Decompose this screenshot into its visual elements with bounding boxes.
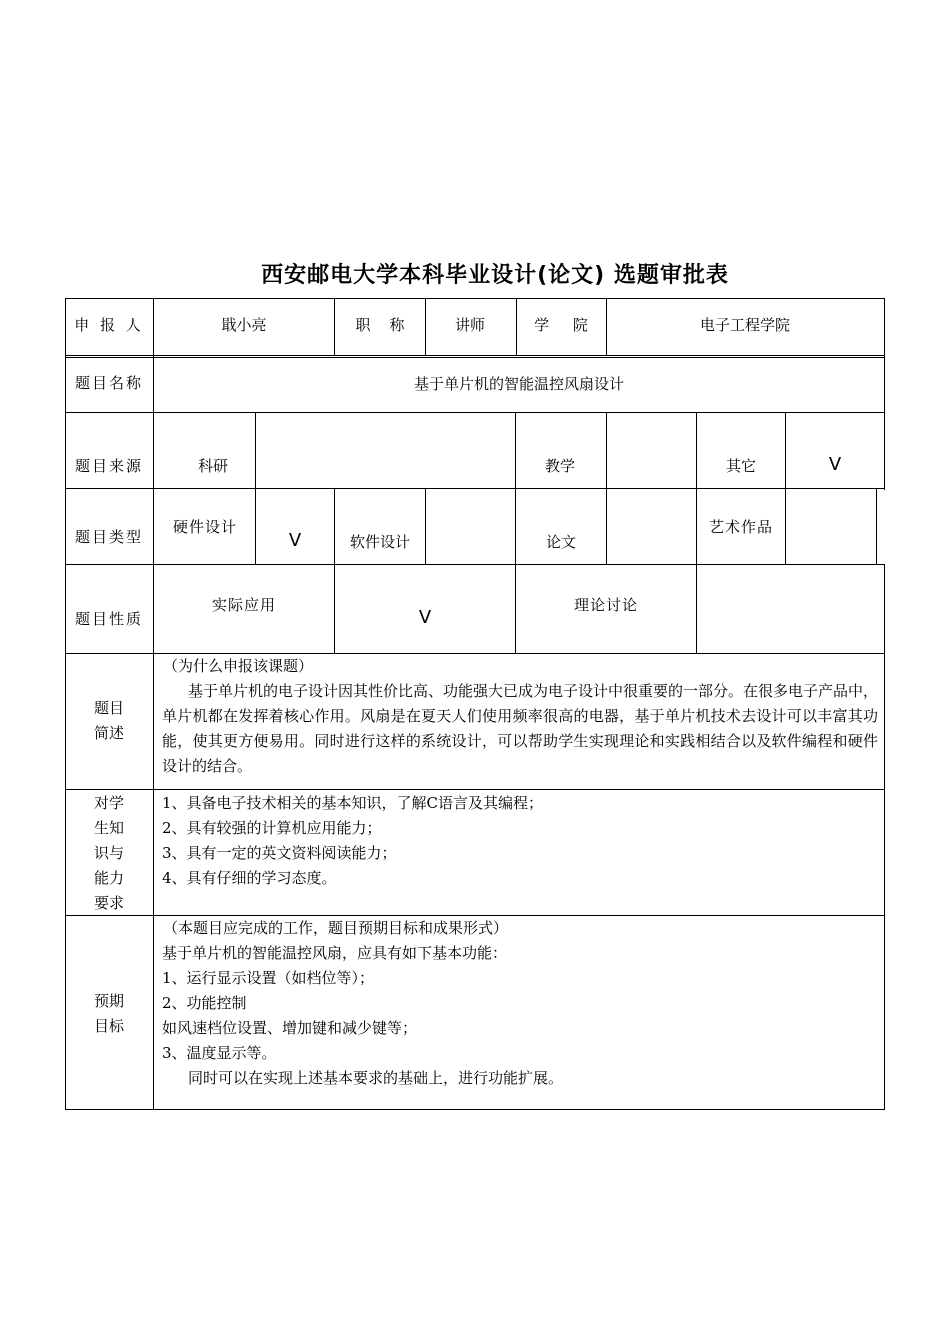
type-option-art: 艺术作品 [708,518,774,536]
cell-divider [696,412,697,488]
table-border-left [65,298,66,1110]
topic-type-label: 题目类型 [74,528,144,546]
type-option-hardware: 硬件设计 [172,518,238,536]
type-option-software: 软件设计 [349,533,411,551]
summary-label-line-1: 题目 [93,699,125,717]
approval-form-table [65,298,886,1110]
row-divider [65,488,885,489]
goals-label-line-2: 目标 [93,1017,125,1035]
table-border-right [876,488,877,564]
nature-option-theory: 理论讨论 [573,596,639,614]
cell-divider [334,564,335,653]
table-border-right [884,564,885,1110]
cell-divider [255,488,256,564]
requirement-item: 2、具有较强的计算机应用能力； [162,819,382,837]
goal-line: 1、运行显示设置（如档位等）； [162,969,375,987]
row-divider [65,355,885,356]
nature-option-practical: 实际应用 [211,596,277,614]
source-option-teaching: 教学 [544,457,576,475]
goal-line: 2、功能控制 [162,994,247,1012]
summary-text: 基于单片机的电子设计因其性价比高、功能强大已成为电子设计中很重要的一部分。在很多电子产品中，单片机都在发挥着核心作用。风扇是在夏天人们使用频率很高的电器，基于单片机技术去设计可以丰富其功能，使其更方便易用。同时进行这样的系统设计，可以帮助学生实现理论和实践相结合以及软件编程和硬件设计的结合。 [162,682,879,775]
cell-divider [515,564,516,653]
cell-divider [516,298,517,355]
goal-line: 3、温度显示等。 [162,1044,277,1062]
title-value: 讲师 [454,316,486,334]
college-value: 电子工程学院 [699,316,791,334]
topic-nature-label: 题目性质 [74,610,144,628]
cell-divider [785,488,786,564]
cell-divider [696,488,697,564]
requirements-label-line-5: 要求 [93,894,125,912]
college-label: 学 院 [534,316,588,334]
row-divider [65,789,885,790]
goal-line: 如风速档位设置、增加键和减少键等； [162,1019,418,1037]
cell-divider [255,412,256,488]
form-title: 西安邮电大学本科毕业设计(论文) 选题审批表 [261,263,729,288]
requirements-label-line-3: 识与 [93,844,125,862]
table-border-bottom [65,1109,885,1110]
type-mark-hardware: V [288,530,302,551]
row-divider [65,653,885,654]
requirement-item: 1、具备电子技术相关的基本知识，了解C语言及其编程； [162,794,544,812]
topic-source-label: 题目来源 [74,457,144,475]
source-mark-other: V [828,454,842,475]
label-column-divider [153,298,154,1110]
cell-divider [785,412,786,488]
summary-label-line-2: 简述 [93,724,125,742]
cell-divider [606,298,607,355]
table-border-right [884,298,885,490]
topic-name-label: 题目名称 [74,374,144,392]
row-divider [65,412,885,413]
cell-divider [425,298,426,355]
requirements-label-line-2: 生知 [93,819,125,837]
goals-label-line-1: 预期 [93,992,125,1010]
requirement-item: 3、具有一定的英文资料阅读能力； [162,844,397,862]
requirement-item: 4、具有仔细的学习态度。 [162,869,337,887]
requirements-label-line-4: 能力 [93,869,125,887]
cell-divider [515,412,516,488]
row-divider [65,564,885,565]
table-border-top [65,298,885,299]
nature-mark-practical: V [418,607,432,628]
cell-divider [515,488,516,564]
cell-divider [425,488,426,564]
goals-subtitle: （本题目应完成的工作，题目预期目标和成果形式） [163,919,509,937]
cell-divider [334,488,335,564]
topic-name-value: 基于单片机的智能温控风扇设计 [413,375,625,393]
source-option-research: 科研 [197,457,229,475]
applicant-name: 戢小亮 [221,316,267,334]
applicant-label: 申 报 人 [74,316,144,334]
cell-divider [606,412,607,488]
goal-line: 同时可以在实现上述基本要求的基础上，进行功能扩展。 [188,1069,564,1087]
cell-divider [696,564,697,653]
type-option-thesis: 论文 [545,533,577,551]
cell-divider [334,298,335,355]
cell-divider [606,488,607,564]
row-divider [65,357,885,358]
title-label: 职 称 [355,316,405,334]
requirements-label-line-1: 对学 [93,794,125,812]
summary-subtitle: （为什么申报该课题） [163,657,314,675]
goal-line: 基于单片机的智能温控风扇，应具有如下基本功能： [162,944,508,962]
source-option-other: 其它 [725,457,757,475]
row-divider [65,915,885,916]
